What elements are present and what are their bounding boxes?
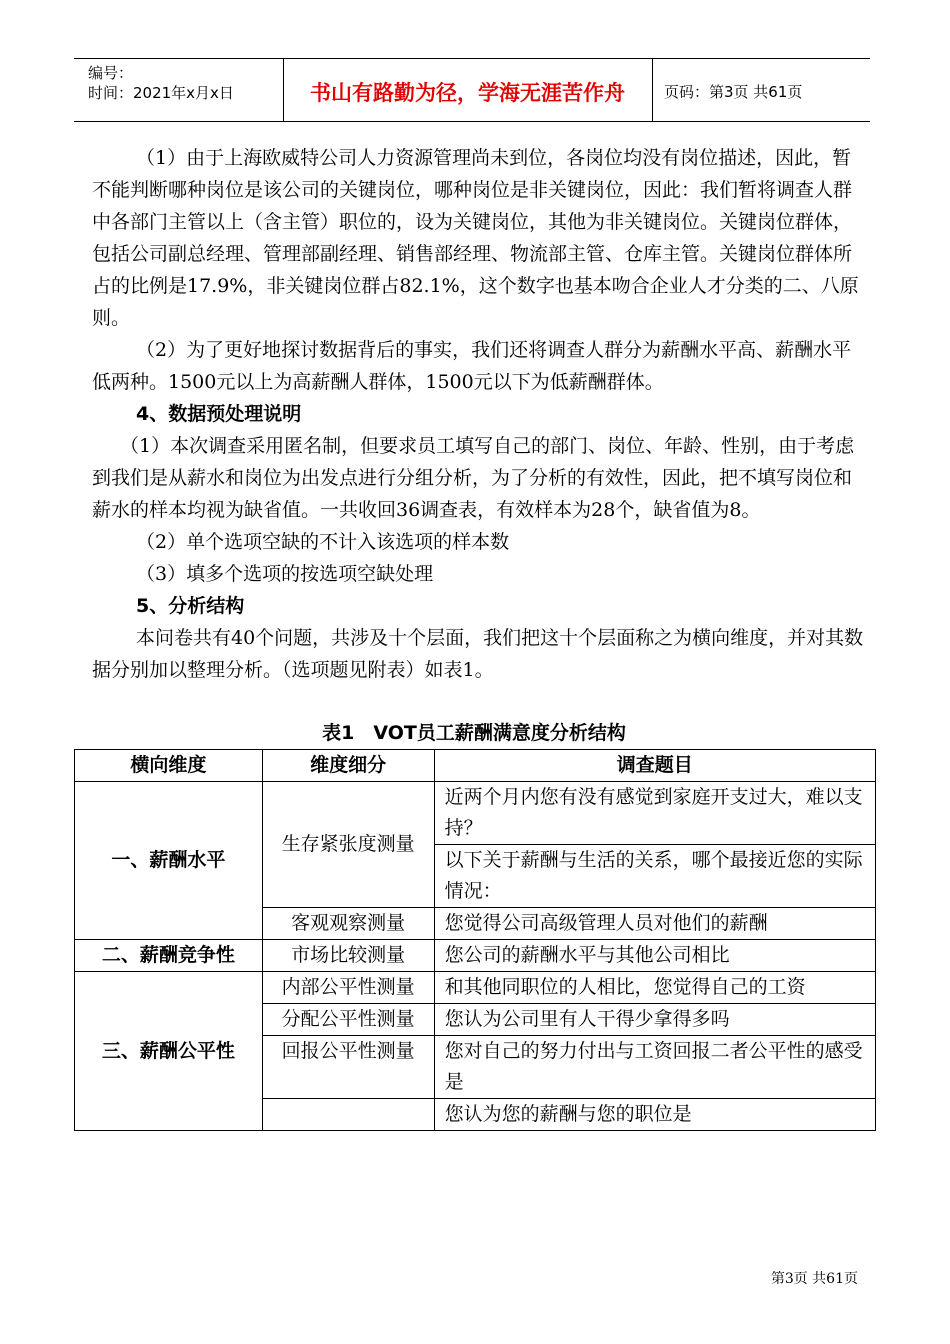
- subdimension-cell: 市场比较测量: [262, 940, 434, 972]
- section-heading: 4、数据预处理说明: [136, 403, 302, 425]
- table-row: [75, 940, 876, 972]
- serial-label: 编号：: [88, 64, 134, 82]
- dimension-cell: 三、薪酬公平性: [75, 972, 263, 1131]
- question-cell: 和其他同职位的人相比，您觉得自己的工资: [434, 972, 875, 1004]
- dimension-cell: 二、薪酬竞争性: [75, 940, 263, 972]
- header-meta: [88, 63, 234, 103]
- subdimension-cell: 内部公平性测量: [262, 972, 434, 1004]
- column-header: 调查题目: [434, 750, 875, 782]
- header-page-number: 页码：第3页 共61页: [664, 83, 803, 101]
- dimension-cell: 一、薪酬水平: [75, 782, 263, 940]
- page-footer: 第3页 共61页: [770, 1271, 858, 1287]
- paragraph: （1）本次调查采用匿名制，但要求员工填写自己的部门、岗位、年龄、性别，由于考虑到我们是从薪水和岗位为出发点进行分组分析，为了分析的有效性，因此，把不填写岗位和薪水的样本均视为缺省值。一共收回36调查表，有效样本为28个，缺省值为8。: [92, 435, 855, 521]
- question-cell: 您觉得公司高级管理人员对他们的薪酬: [434, 908, 875, 940]
- column-header: 横向维度: [75, 750, 263, 782]
- section-heading: 5、分析结构: [136, 595, 245, 617]
- question-cell: 您认为您的薪酬与您的职位是: [434, 1099, 875, 1131]
- header-divider: [652, 59, 653, 121]
- paragraph: （1）由于上海欧威特公司人力资源管理尚未到位，各岗位均没有岗位描述，因此，暂不能判断哪种岗位是该公司的关键岗位，哪种岗位是非关键岗位，因此：我们暂将调查人群中各部门主管以上（含主管）职位的，设为关键岗位，其他为非关键岗位。关键岗位群体，包括公司副总经理、管理部副经理、销售部经理、物流部主管、仓库主管。关键岗位群体所占的比例是17.9%，非关键岗位群占82.1%，这个数字也基本吻合企业人才分类的二、八原则。: [92, 147, 859, 329]
- subdimension-cell: [262, 1099, 434, 1131]
- paragraph: 本问卷共有40个问题，共涉及十个层面，我们把这十个层面称之为横向维度，并对其数据分别加以整理分析。（选项题见附表）如表1。: [92, 627, 864, 681]
- paragraph: （2）单个选项空缺的不计入该选项的样本数: [136, 531, 510, 553]
- page-header: [74, 58, 870, 122]
- question-cell: 您对自己的努力付出与工资回报二者公平性的感受是: [434, 1036, 875, 1099]
- question-cell: 以下关于薪酬与生活的关系，哪个最接近您的实际情况：: [434, 845, 875, 908]
- table-row: [75, 782, 876, 845]
- subdimension-cell: 分配公平性测量: [262, 1004, 434, 1036]
- table-row: [75, 972, 876, 1004]
- subdimension-cell: 生存紧张度测量: [262, 782, 434, 908]
- document-body: [92, 142, 868, 686]
- header-motto: 书山有路勤为径，学海无涯苦作舟: [310, 81, 625, 105]
- question-cell: 近两个月内您有没有感觉到家庭开支过大，难以支持？: [434, 782, 875, 845]
- paragraph: （2）为了更好地探讨数据背后的事实，我们还将调查人群分为薪酬水平高、薪酬水平低两种。1500元以上为高薪酬人群体，1500元以下为低薪酬群体。: [92, 339, 852, 393]
- question-cell: 您公司的薪酬水平与其他公司相比: [434, 940, 875, 972]
- date-label: 时间：2021年x月x日: [88, 84, 234, 102]
- subdimension-cell: 回报公平性测量: [262, 1036, 434, 1099]
- paragraph: （3）填多个选项的按选项空缺处理: [136, 563, 434, 585]
- column-header: 维度细分: [262, 750, 434, 782]
- analysis-structure-table: [74, 749, 876, 1131]
- table-caption: 表1 VOT员工薪酬满意度分析结构: [322, 722, 626, 744]
- question-cell: 您认为公司里有人干得少拿得多吗: [434, 1004, 875, 1036]
- subdimension-cell: 客观观察测量: [262, 908, 434, 940]
- table-header-row: [75, 750, 876, 782]
